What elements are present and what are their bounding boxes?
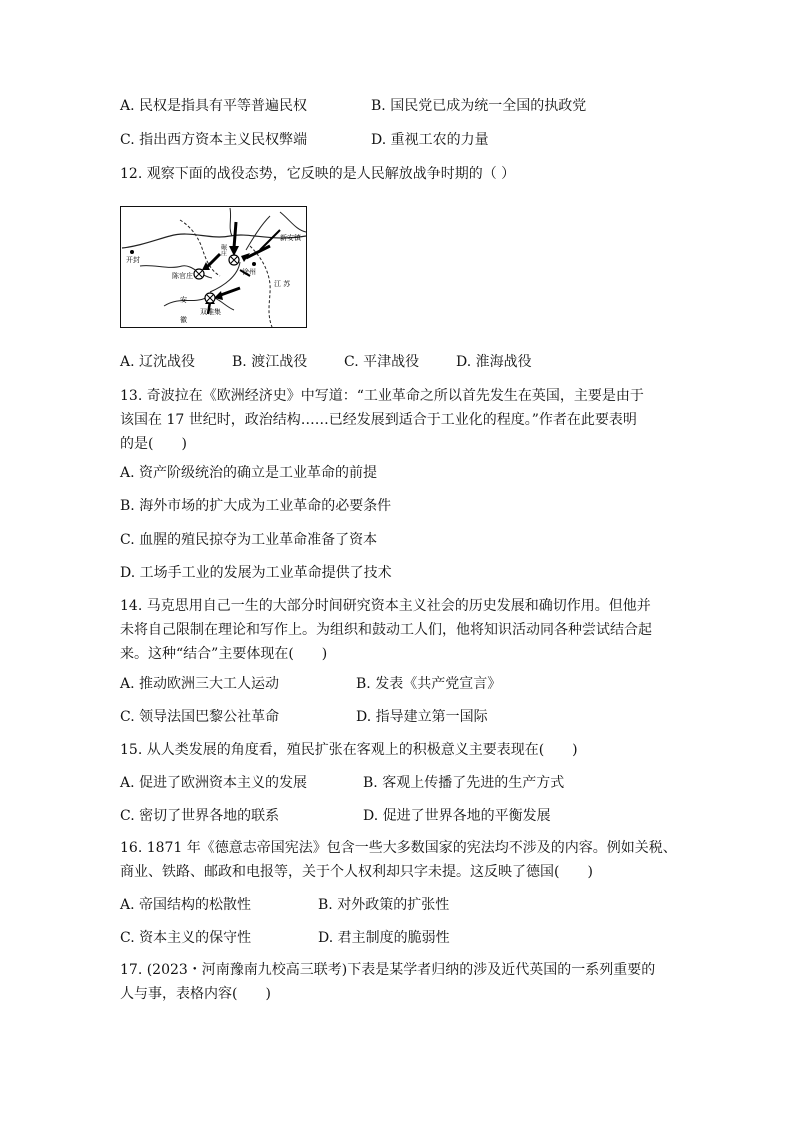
q16-stem-line2: 商业、铁路、邮政和电报等，关于个人权利却只字未提。这反映了德国( ) xyxy=(120,864,593,880)
map-label-chenguanzhuang: 陈官庄 xyxy=(172,272,193,280)
q14-stem-line1: 14. 马克思用自己一生的大部分时间研究资本主义社会的历史发展和确切作用。但他并 xyxy=(120,598,651,614)
q15-option-a: A. 促进了欧洲资本主义的发展 xyxy=(120,775,308,791)
battle-map xyxy=(120,206,307,328)
q12-option-c: C. 平津战役 xyxy=(344,354,420,370)
map-label-liandao: 碾庄 xyxy=(219,244,227,256)
q16-option-b: B. 对外政策的扩张性 xyxy=(318,897,450,913)
q15-option-c: C. 密切了世界各地的联系 xyxy=(120,808,280,824)
q15-option-b: B. 客观上传播了先进的生产方式 xyxy=(363,775,565,791)
q14-stem-line3: 来。这种“结合”主要体现在( ) xyxy=(120,646,328,662)
q13-option-c: C. 血腥的殖民掠夺为工业革命准备了资本 xyxy=(120,532,378,548)
q11-option-b: B. 国民党已成为统一全国的执政党 xyxy=(371,98,587,114)
map-label-shuangduiji: 双堆集 xyxy=(200,308,221,316)
q12-option-d: D. 淮海战役 xyxy=(456,354,532,370)
q14-stem-line2: 未将自己限制在理论和写作上。为组织和鼓动工人们，他将知识活动同各种尝试结合起 xyxy=(120,622,652,638)
q13-stem-line1: 13. 奇波拉在《欧洲经济史》中写道：“工业革命之所以首先发生在英国，主要是由于 xyxy=(120,388,644,404)
q12-option-a: A. 辽沈战役 xyxy=(120,354,196,370)
q16-option-c: C. 资本主义的保守性 xyxy=(120,930,252,946)
q16-option-d: D. 君主制度的脆弱性 xyxy=(318,930,450,946)
q15-option-d: D. 促进了世界各地的平衡发展 xyxy=(363,808,551,824)
q16-option-a: A. 帝国结构的松散性 xyxy=(120,897,252,913)
map-label-jiangsu: 江 苏 xyxy=(274,280,291,288)
q14-option-d: D. 指导建立第一国际 xyxy=(356,709,488,725)
q13-option-d: D. 工场手工业的发展为工业革命提供了技术 xyxy=(120,565,392,581)
q12-stem: 12. 观察下面的战役态势，它反映的是人民解放战争时期的（ ） xyxy=(120,166,516,182)
q14-option-c: C. 领导法国巴黎公社革命 xyxy=(120,709,280,725)
q14-option-a: A. 推动欧洲三大工人运动 xyxy=(120,676,280,692)
q14-option-b: B. 发表《共产党宣言》 xyxy=(356,676,502,692)
map-label-hui: 徽 xyxy=(180,316,187,324)
q13-stem-line3: 的是( ) xyxy=(120,436,187,452)
map-label-an: 安 xyxy=(180,296,187,304)
map-label-xuzhou: 徐州 xyxy=(242,268,256,276)
q17-stem-line2: 人与事，表格内容( ) xyxy=(120,986,271,1002)
q13-option-b: B. 海外市场的扩大成为工业革命的必要条件 xyxy=(120,498,392,514)
map-label-xinanyi: 新安镇 xyxy=(280,234,301,242)
q13-stem-line2: 该国在 17 世纪时，政治结构……已经发展到适合于工业化的程度。”作者在此要表明 xyxy=(120,412,637,428)
q13-option-a: A. 资产阶级统治的确立是工业革命的前提 xyxy=(120,465,378,481)
q17-stem-line1: 17. (2023・河南豫南九校高三联考)下表是某学者归纳的涉及近代英国的一系列重要的 xyxy=(120,962,656,978)
q11-option-c: C. 指出西方资本主义民权弊端 xyxy=(120,132,308,148)
map-label-kaifeng: 开封 xyxy=(126,256,140,264)
q11-option-a: A. 民权是指具有平等普遍民权 xyxy=(120,98,308,114)
q15-stem-line1: 15. 从人类发展的角度看，殖民扩张在客观上的积极意义主要表现在( ) xyxy=(120,742,578,758)
q16-stem-line1: 16. 1871 年《德意志帝国宪法》包含一些大多数国家的宪法均不涉及的内容。例如关税、 xyxy=(120,840,677,856)
q12-option-b: B. 渡江战役 xyxy=(232,354,308,370)
q11-option-d: D. 重视工农的力量 xyxy=(371,132,489,148)
